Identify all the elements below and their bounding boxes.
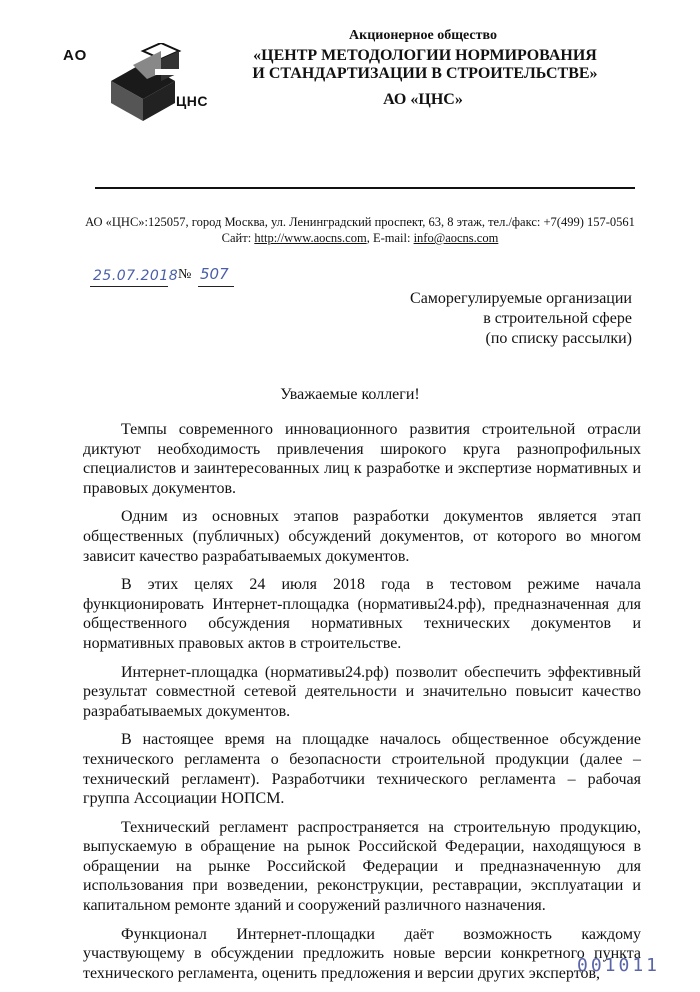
body-paragraph: Функционал Интернет-площадки даёт возможность каждому участвующему в обсуждении предложить новые версии конкретного пункта технического регламента, оценить предложения и версии других экспертов,: [83, 925, 641, 982]
org-name-line2: И СТАНДАРТИЗАЦИИ В СТРОИТЕЛЬСТВЕ»: [252, 65, 598, 82]
body-paragraph: В настоящее время на площадке началось общественное обсуждение технического регламента о безопасности строительной продукции (далее – технический регламент). Разработчики технического регламента – рабочая группа Ассоциации НОПСМ.: [83, 731, 641, 808]
org-address: АО «ЦНС»:125057, город Москва, ул. Ленинградский проспект, 63, 8 этаж, тел./факс: +7(499) 157-0561: [85, 215, 635, 229]
site-link[interactable]: http://www.aocns.com: [254, 231, 367, 245]
registration-number-underline: [198, 286, 234, 287]
email-label: , E-mail:: [366, 231, 411, 245]
registration-number-label: №: [178, 267, 192, 282]
email-link[interactable]: info@aocns.com: [413, 231, 499, 245]
header-divider: [95, 187, 635, 189]
addressee-line: в строительной сфере: [483, 310, 632, 327]
org-type: Акционерное общество: [349, 28, 497, 43]
company-logo-icon: [103, 43, 215, 125]
addressee-line: (по списку рассылки): [485, 330, 632, 347]
registration-number: 507: [200, 265, 229, 283]
greeting: Уважаемые коллеги!: [280, 386, 420, 403]
registration-date: 25.07.2018: [93, 268, 179, 284]
org-name-line1: «ЦЕНТР МЕТОДОЛОГИИ НОРМИРОВАНИЯ: [253, 47, 597, 64]
org-contacts: [60, 231, 660, 246]
letter-body: [83, 420, 641, 992]
org-short-name: АО «ЦНС»: [383, 91, 463, 108]
addressee-line: Саморегулируемые организации: [410, 290, 632, 307]
body-paragraph: Темпы современного инновационного развития строительной отрасли диктуют необходимость привлечения широкого круга разнопрофильных специалистов и заинтересованных лиц к разработке и экспертизе нормативных и правовых документов.: [83, 421, 641, 497]
body-paragraph: Технический регламент распространяется на строительную продукцию, выпускаемую в обращение на рынок Российской Федерации, находящуюся в обращении на рынке Российской Федерации и предназначенную для использования при возведении, реконструкции, реставрации, эксплуатации и капитальном ремонте зданий и сооружений различного назначения.: [83, 818, 641, 915]
logo-prefix-text: АО: [63, 47, 88, 64]
body-paragraph: В этих целях 24 июля 2018 года в тестовом режиме начала функционировать Интернет-площадка (нормативы24.рф), предназначенная для общественного обсуждения нормативных технических документов и нормативных правовых актов в строительстве.: [83, 576, 641, 652]
body-paragraph: Одним из основных этапов разработки документов является этап общественных (публичных) обсуждений документов, от которого во многом зависит качество разрабатываемых документов.: [83, 508, 641, 565]
registration-date-underline: [90, 286, 168, 287]
site-label: Сайт:: [221, 231, 252, 245]
logo-suffix-text: ЦНС: [176, 93, 208, 109]
page-stamp-number: 001011: [577, 955, 661, 976]
body-paragraph: Интернет-площадка (нормативы24.рф) позволит обеспечить эффективный результат совместной сетевой деятельности и значительно повысит качество разрабатываемых документов.: [83, 663, 641, 720]
